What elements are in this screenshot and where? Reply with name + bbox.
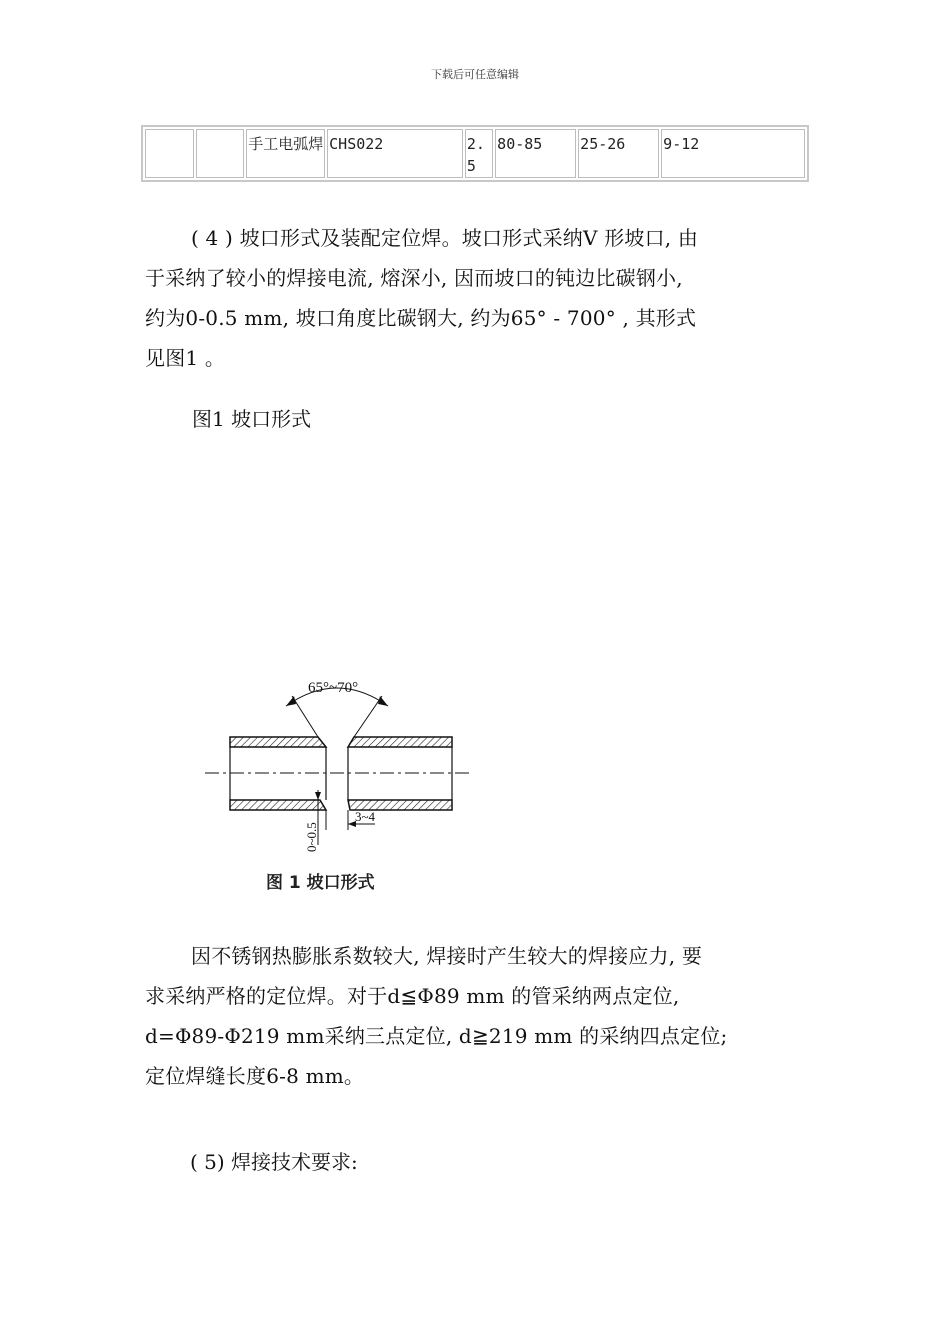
text-line: 因不锈钢热膨胀系数较大, 焊接时产生较大的焊接应力, 要 [191, 944, 703, 968]
table-cell-diameter: 2.5 [465, 129, 493, 178]
table-cell-voltage: 25-26 [578, 129, 659, 178]
table-cell [196, 129, 245, 178]
text-line: 见图1 。 [145, 346, 226, 370]
section-heading-5: ( 5) 焊接技术要求: [190, 1150, 358, 1174]
paragraph-groove-form [145, 218, 810, 378]
text-line: d=Φ89-Φ219 mm采纳三点定位, d≧219 mm 的采纳四点定位; [145, 1024, 728, 1048]
figure-image-caption: 图 1 坡口形式 [266, 873, 375, 893]
table-cell-speed: 9-12 [661, 129, 805, 178]
table-cell-current: 80-85 [495, 129, 576, 178]
right-pipe-upper-wall [348, 737, 452, 747]
text-line: 约为0-0.5 mm, 坡口角度比碳钢大, 约为65° - 700° , 其形式 [145, 306, 697, 330]
gap-label: 3~4 [355, 809, 376, 824]
text-line: 定位焊缝长度6-8 mm。 [145, 1064, 365, 1088]
left-pipe-upper-wall [230, 737, 326, 747]
groove-form-diagram [200, 660, 490, 900]
table-row [145, 129, 805, 178]
page-header: 下载后可任意编辑 [431, 68, 519, 81]
table-cell [145, 129, 194, 178]
left-pipe-lower-wall [230, 800, 326, 810]
welding-parameter-table [141, 125, 809, 182]
table-cell-method: 手工电弧焊 [246, 129, 325, 178]
text-line: 求采纳严格的定位焊。对于d≦Φ89 mm 的管采纳两点定位, [145, 984, 680, 1008]
paragraph-tack-welding [145, 936, 810, 1096]
table-cell-electrode: CHS022 [327, 129, 463, 178]
figure-caption-text: 图1 坡口形式 [192, 407, 312, 431]
text-line: 于采纳了较小的焊接电流, 熔深小, 因而坡口的钝边比碳钢小, [145, 266, 683, 290]
text-line: ( 4 ) 坡口形式及装配定位焊。坡口形式采纳V 形坡口, 由 [191, 226, 699, 250]
blunt-label: 0~0.5 [304, 822, 319, 852]
angle-label: 65°~70° [308, 680, 359, 696]
